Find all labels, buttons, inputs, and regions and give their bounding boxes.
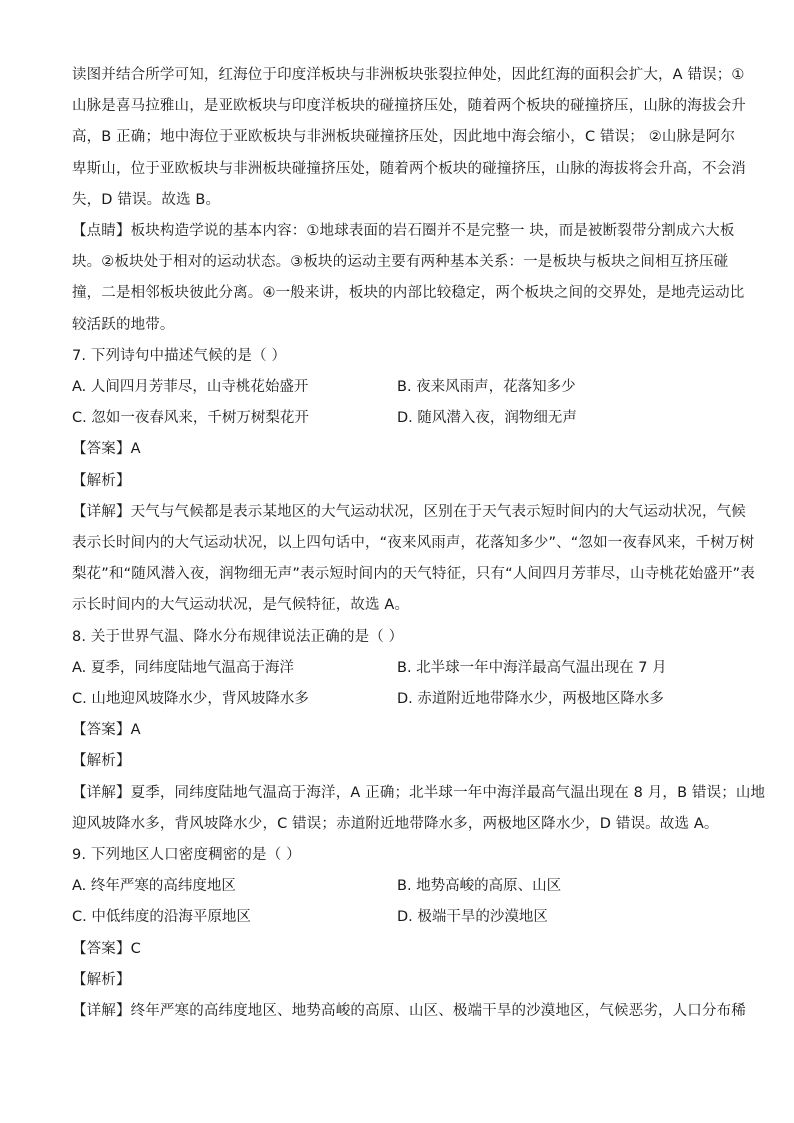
options-row [72,403,722,434]
question-8 [72,622,766,840]
option-d: D. 极端干旱的沙漠地区 [397,909,548,926]
detail-line: 【详解】天气与气候都是表示某地区的大气运动状况，区别在于天气表示短时间内的大气运动状况，气候 [72,503,746,520]
option-a: A. 人间四月芳菲尽，山寺桃花始盛开 [72,379,309,396]
detail-line: 梨花”和“随风潜入夜，润物细无声”表示短时间内的天气特征，只有“人间四月芳菲尽，山寺桃花始盛开”表 [72,566,755,583]
text-line: 卑斯山，位于亚欧板块与非洲板块碰撞挤压处，随着两个板块的碰撞挤压，山脉的海拔将会升高，不会消 [72,160,746,177]
text-line: 块。②板块处于相对的运动状态。③板块的运动主要有两种基本关系：一是板块与板块之间相互挤压碰 [72,254,729,271]
option-d: D. 赤道附近地带降水少，两极地区降水多 [397,691,664,708]
analysis-label: 【解析】 [72,472,131,489]
detail-line: 【详解】夏季，同纬度陆地气温高于海洋，A 正确；北半球一年中海洋最高气温出现在 8 月，B 错误；山地 [72,784,766,801]
option-b: B. 地势高峻的高原、山区 [397,878,562,895]
text-line: 山脉是喜马拉雅山，是亚欧板块与印度洋板块的碰撞挤压处，随着两个板块的碰撞挤压，山脉的海拔会升 [72,98,746,115]
question-9 [72,840,746,1027]
text-line: 较活跃的地带。 [72,316,175,333]
question-7 [72,341,755,622]
detail-line: 表示长时间内的大气运动状况，以上四句话中，“夜来风雨声，花落知多少”、“忽如一夜春风来，千树万树 [72,535,755,552]
detail-line: 【详解】终年严寒的高纬度地区、地势高峻的高原、山区、极端干旱的沙漠地区，气候恶劣，人口分布稀 [72,1003,746,1020]
answer-label: 【答案】A [72,441,141,458]
detail-line: 迎风坡降水多，背风坡降水少，C 错误；赤道附近地带降水多，两极地区降水少，D 错误。故选 A。 [72,815,719,832]
analysis-label: 【解析】 [72,753,131,770]
option-b: B. 北半球一年中海洋最高气温出现在 7 月 [397,659,667,676]
option-a: A. 终年严寒的高纬度地区 [72,878,236,895]
text-line: 撞，二是相邻板块彼此分离。④一般来讲，板块的内部比较稳定，两个板块之间的交界处，是地壳运动比 [72,285,745,302]
option-c: C. 忽如一夜春风来，千树万树梨花开 [72,410,309,427]
question-stem: 9. 下列地区人口密度稠密的是（ ） [72,847,301,864]
option-a: A. 夏季，同纬度陆地气温高于海洋 [72,659,294,676]
options-row [72,902,722,933]
detail-line: 示长时间内的大气运动状况，是气候特征，故选 A。 [72,597,410,614]
answer-label: 【答案】C [72,940,141,957]
options-row [72,684,722,715]
analysis-label: 【解析】 [72,971,131,988]
question-stem: 8. 关于世界气温、降水分布规律说法正确的是（ ） [72,628,404,645]
previous-explanation [72,60,746,216]
options-row [72,372,722,403]
answer-label: 【答案】A [72,722,141,739]
question-stem: 7. 下列诗句中描述气候的是（ ） [72,347,287,364]
option-d: D. 随风潜入夜，润物细无声 [397,410,577,427]
options-row [72,871,722,902]
option-b: B. 夜来风雨声，花落知多少 [397,379,576,396]
text-line: 【点睛】板块构造学说的基本内容：①地球表面的岩石圈并不是完整一 块，而是被断裂带分割成六大板 [72,223,735,240]
text-line: 失，D 错误。故选 B。 [72,191,221,208]
text-line: 读图并结合所学可知，红海位于印度洋板块与非洲板块张裂拉伸处，因此红海的面积会扩大，A 错误；① [72,67,745,83]
option-c: C. 山地迎风坡降水少，背风坡降水多 [72,691,309,708]
document-page [72,60,766,1027]
options-row [72,653,722,684]
dianjing-note [72,216,745,341]
option-c: C. 中低纬度的沿海平原地区 [72,909,251,926]
text-line: 高，B 正确；地中海位于亚欧板块与非洲板块碰撞挤压处，因此地中海会缩小，C 错误； ②山脉是阿尔 [72,129,736,146]
